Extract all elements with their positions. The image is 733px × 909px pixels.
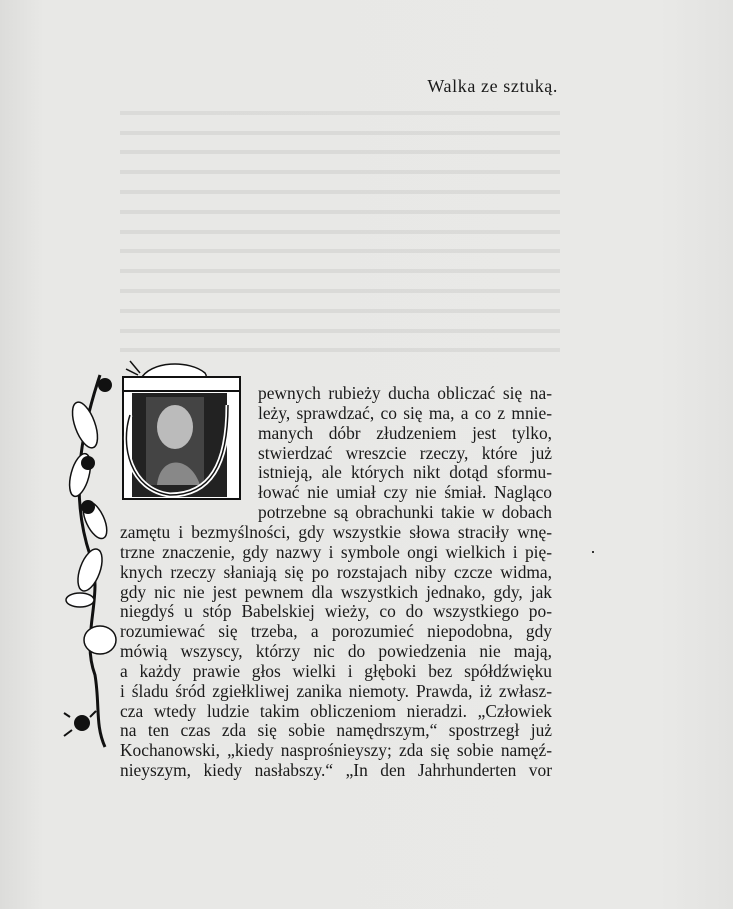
text-line: trzne znaczenie, gdy nazwy i symbole ongi wielkich i pię- — [120, 541, 552, 562]
text-line: potrzebne są obrachunki takie w dobach — [258, 502, 552, 523]
text-line: mówią wszyscy, którzy nic do powiedzenia nie mają, — [120, 641, 552, 662]
text-line: knych rzeczy słaniają się po rozstajach niby czcze widma, — [120, 561, 552, 582]
text-line: cza wtedy ludzie takim obliczeniom nieradzi. „Człowiek — [120, 700, 552, 721]
text-line: rozumiewać się trzeba, a porozumieć niepodobna, gdy — [120, 621, 552, 642]
text-line: gdy nic nie jest pewnem dla wszystkich jednako, gdy, jak — [120, 581, 552, 602]
text-line: zamętu i bezmyślności, gdy wszystkie słowa straciły wnę- — [120, 521, 552, 542]
text-line: a każdy prawie głos wielki i głęboki bez spółdźwięku — [120, 660, 552, 681]
text-line: łować nie umiał czy nie śmiał. Nagląco — [258, 482, 552, 503]
text-line: istnieją, ale których nikt dotąd sformu- — [258, 462, 552, 483]
speck — [592, 551, 594, 553]
text-line: i śladu śród zgiełkliwej zanika niemoty. Prawda, iż zwłasz- — [120, 680, 552, 701]
text-line: leży, sprawdzać, co się ma, a co z mnie- — [258, 402, 552, 423]
text-line: niegdyś u stóp Babelskiej wieży, co do wszystkiego po- — [120, 601, 552, 622]
text-line: Kochanowski, „kiedy nasprośnieyszy; zda się sobie namęź- — [120, 740, 552, 761]
running-title: Walka ze sztuką. — [427, 76, 558, 96]
text-line: na ten czas zda się sobie namędrszym,“ spostrzegł już — [120, 720, 552, 741]
text-line: nieyszym, kiedy nasłabszy.“ „In den Jahrhunderten vor — [120, 760, 552, 781]
text-line: stwierdzać wreszcie rzeczy, które już — [258, 442, 552, 463]
text-line: pewnych rubieży ducha obliczać się na- — [258, 383, 552, 403]
text-line: manych dóbr złudzeniem jest tylko, — [258, 422, 552, 443]
bleed-through-text — [120, 95, 560, 368]
